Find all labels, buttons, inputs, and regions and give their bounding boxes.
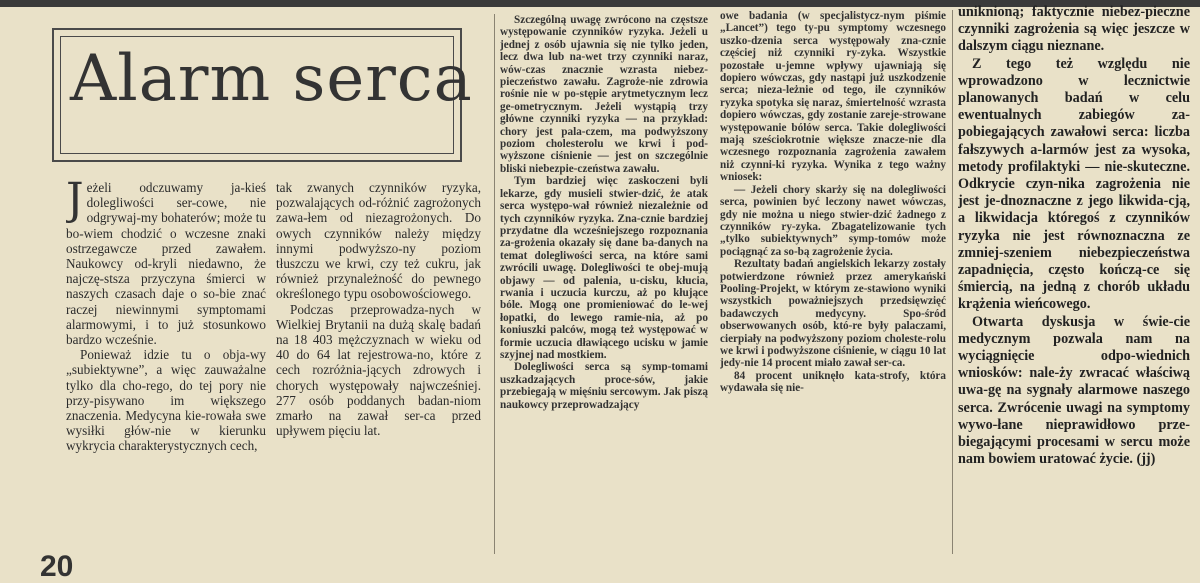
column-3-paragraph-2: Tym bardziej więc zaskoczeni byli lekarze, gdy musieli stwier-dzić, że atak serca występo-wał również niezależnie od tych czynników ryzyka. Zna-cznie bardziej przydatne dla wcześniejszego rozpoznania za-grożenia okazały się dane ba-danych na temat dolegliwości serca, na które sami zwrócili uwagę. Dolegliwości te obej-mują objawy — od palenia, u-cisku, kłucia, rwania i uczucia kurczu, aż po kłujące bóle. Mogą one promieniować do le-wej łopatki, do lewego ramie-nia, aż po koniuszki palców, mogą też występować w formie uczucia dławiącego ucisku w jamie szyjnej nad mostkiem. [500, 175, 708, 361]
column-5-paragraph-1: uniknioną; faktycznie niebez-pieczne czynniki zagrożenia są więc jeszcze w dalszym ciągu nieznane. [958, 4, 1190, 55]
column-2-paragraph-1: tak zwanych czynników ryzyka, pozwalających od-różnić zagrożonych zawa-łem od niezagrożonych. Do owych czynników należy między innymi podwyższo-ny poziom tłuszczu we krwi, czy też cukru, jak również przynależność do pewnego określonego typu osobowościowego. [276, 180, 481, 302]
column-2-paragraph-2: Podczas przeprowadza-nych w Wielkiej Brytanii na dużą skalę badań na 18 403 mężczyznach w wieku od 40 do 64 lat rejestrowa-no, które z cech rozróżnia-jących zdrowych i chorych występowały najwcześniej. 277 osób poddanych badan-niom zmarło na zawał ser-ca przed upływem pięciu lat. [276, 301, 481, 439]
article-column-5 [958, 4, 1190, 564]
article-title: Alarm serca [70, 42, 473, 116]
column-1-paragraph-1: Jeżeli odczuwamy ja-kieś dolegliwości ser-cowe, nie odgrywaj-my bohaterów; może tu bo-wiem chodzić o wczesne znaki ostrzegawcze przed zawałem. Naukowcy od-kryli niedawno, że najczę-stsza przyczyna śmierci w naszych czasach daje o so-bie znać raczej niewinnymi symptomami alarmowymi, i to już stosunkowo bardzo wcześnie. [66, 180, 266, 348]
column-5-paragraph-3: Otwarta dyskusja w świe-cie medycznym pozwala nam na wyciągnięcie odpo-wiednich wniosków: nale-ży zwracać właściwą uwa-gę na sygnały alarmowe naszego serca. Zwrócenie uwagi na symptomy wywo-łane nieprawidłowo prze-biegającymi procesami w sercu może nam bowiem uratować życie. (jj) [958, 313, 1190, 468]
column-3-paragraph-1: Szczególną uwagę zwrócono na częstsze występowanie czynników ryzyka. Jeżeli u jednej z osób ujawnia się nie tylko jeden, lecz dwa lub na-wet trzy czynniki naraz, wów-czas znacznie wzrasta niebez-pieczeństwo zawału. Zagroże-nie zdrowia rośnie nie w po-stępie arytmetycznym lecz ge-ometrycznym. Jeżeli wystąpią trzy główne czynniki ryzyka — na przykład: chory jest pala-czem, ma podwyższony poziom cholesterolu we krwi i pod-wyższone ciśnienie — jest on szczególnie bliski niebezpie-czeństwa zawału. [500, 14, 708, 175]
article-column-4 [720, 10, 946, 554]
column-4-paragraph-1: owe badania (w specjalistycz-nym piśmie „Lancet”) tego ty-pu symptomy wczesnego uszko-dzenia serca występowały zna-cznie częściej niż czynniki ry-zyka. Wszystkie pozostałe u-jemne wpływy ujawniają się dopiero wówczas, gdy nastąpi już uszkodzenie serca; nieza-leżnie od tego, ile czynników ryzyka spotyka się naraz, śmiertelność wzrasta dopiero wówczas, gdy zostanie zareje-strowane występowanie bólów serca. Takie dolegliwości mają sześciokrotnie większe znacze-nie dla wczesnego rozpoznania zagrożenia zawałem niż czynni-ki ryzyka. Wynika z tego ważny wniosek: [720, 10, 946, 184]
column-3-paragraph-3: Dolegliwości serca są symp-tomami uszkadzających proce-sów, jakie przebiegają w mięśniu sercowym. Jak piszą naukowcy przeprowadzający [500, 361, 708, 411]
column-4-paragraph-3: Rezultaty badań angielskich lekarzy zostały potwierdzone również przez amerykański Pooling-Projekt, w którym ze-stawiono wyniki wszystkich poważniejszych przedsięwzięć badawczych medycyny. Spo-śród obserwowanych osób, któ-re były palaczami, cierpiały na podwyższony poziom choleste-rolu we krwi i podwyższone ciśnienie, w ciągu 10 lat jedy-nie 14 procent miało zawał ser-ca. [720, 258, 946, 370]
column-divider [952, 10, 953, 554]
column-5-paragraph-2: Z tego też względu nie wprowadzono w lecznictwie planowanych badań w celu ewentualnych zabiegów za-pobiegających zawałowi serca: liczba fałszywych a-larmów jest za wysoka, metody profilaktyki — nie-skuteczne. Odkrycie czyn-nika zagrożenia nie jest je-dnoznaczne z jego likwida-cją, a likwidacja któregoś z czynników ryzyka nie jest równoznaczna ze zmniej-szeniem niebezpieczeństwa zapadnięcia, często kończą-ce się śmiercią, na jedną z chorób układu krążenia wieńcowego. [958, 55, 1190, 313]
article-column-1 [66, 180, 266, 552]
page-number: 20 [40, 550, 74, 583]
column-1-paragraph-2: Ponieważ idzie tu o obja-wy „subiektywne”, a więc zauważalne tylko dla cho-rego, do tej pory nie przy-pisywano im większego znaczenia. Medycyna kie-rowała swe wysiłki głów-nie w kierunku wykrycia charakterystycznych cech, [66, 347, 266, 454]
drop-cap: J [66, 180, 84, 225]
column-divider [494, 14, 495, 554]
column-4-paragraph-4: 84 procent uniknęło kata-strofy, która wydawała się nie- [720, 369, 946, 395]
article-column-3 [500, 14, 708, 554]
column-4-paragraph-2: — Jeżeli chory skarży się na dolegliwości serca, powinien być leczony nawet wówczas, gdy nie można u niego stwier-dzić żadnego z czynników ry-zyka. Zbagatelizowanie tych „tylko subiektywnych” symp-tomów może pociągnąć za so-bą zagrożenie życia. [720, 183, 946, 258]
article-column-2 [276, 180, 481, 552]
